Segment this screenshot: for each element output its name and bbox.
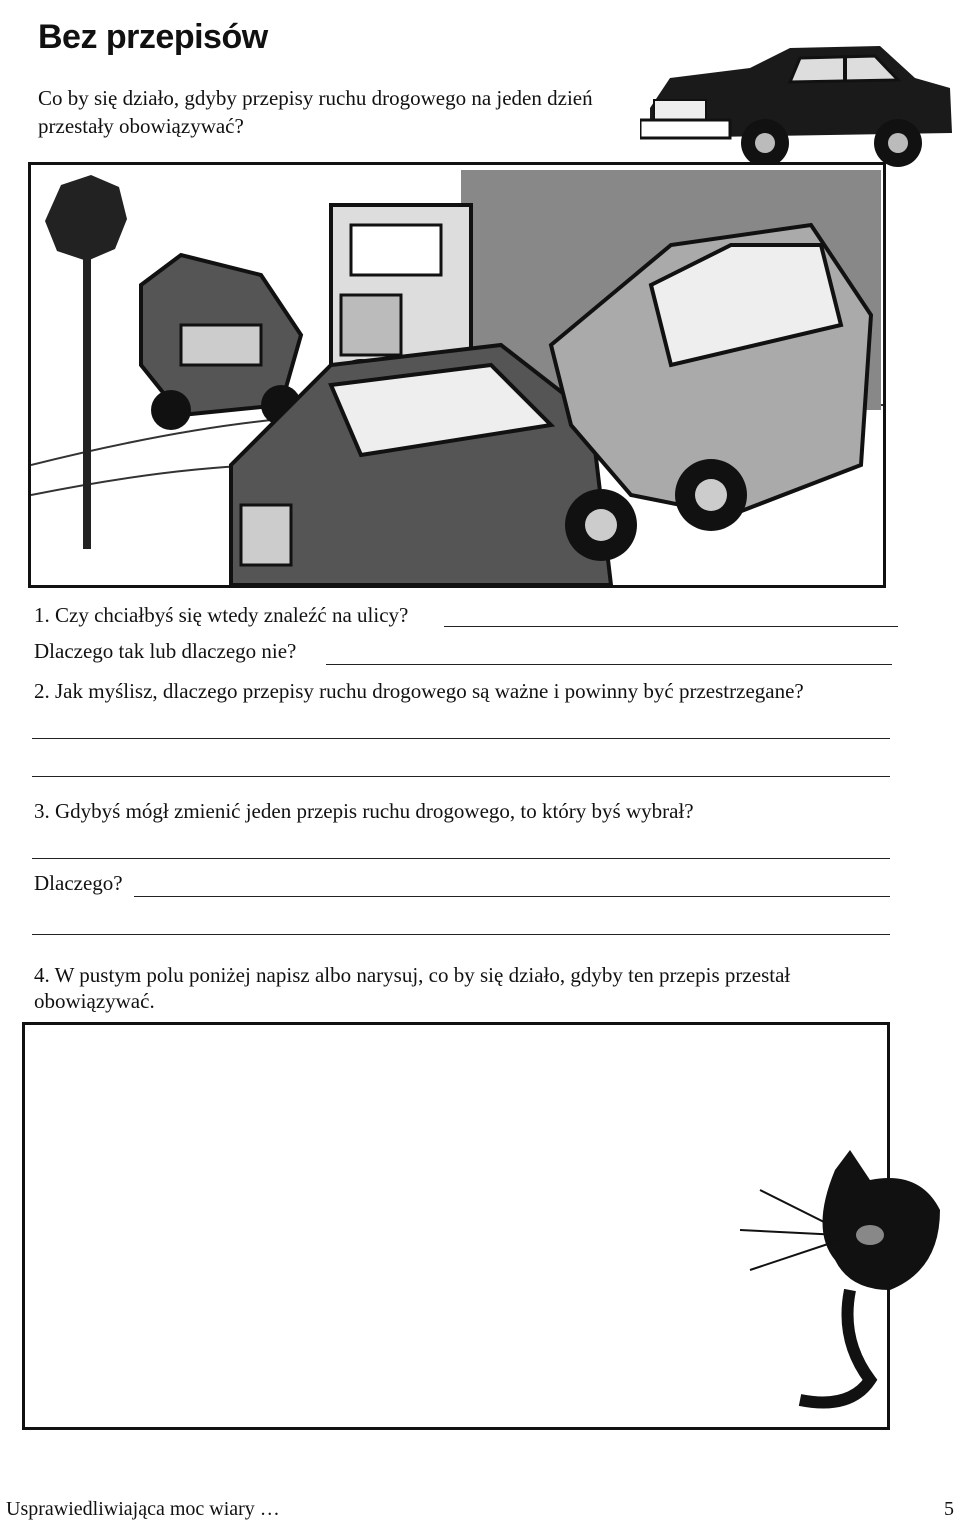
answer-line-3c[interactable]: [32, 934, 890, 935]
question-4: 4. W pustym polu poniżej napisz albo narysuj, co by się działo, gdyby ten przepis przestał obowiązywać.: [34, 963, 791, 1013]
footer-title: Usprawiedliwiająca moc wiary …: [6, 1498, 280, 1520]
traffic-accident-illustration: [28, 162, 886, 588]
answer-line-2a[interactable]: [32, 738, 890, 739]
car-illustration-top: [640, 38, 956, 168]
question-2: 2. Jak myślisz, dlaczego przepisy ruchu drogowego są ważne i powinny być przestrzegane?: [34, 679, 804, 703]
answer-line-2b[interactable]: [32, 776, 890, 777]
page-title: Bez przepisów: [38, 18, 268, 56]
question-3-followup: Dlaczego?: [34, 871, 123, 895]
page-number: 5: [944, 1498, 954, 1520]
cat-illustration: [740, 1140, 950, 1440]
intro-question: Co by się działo, gdyby przepisy ruchu drogowego na jeden dzień przestały obowiązywać?: [38, 86, 593, 138]
question-3: 3. Gdybyś mógł zmienić jeden przepis ruchu drogowego, to który byś wybrał?: [34, 799, 694, 823]
answer-line-1b[interactable]: [326, 664, 892, 665]
question-1-followup: Dlaczego tak lub dlaczego nie?: [34, 639, 297, 663]
answer-line-1[interactable]: [444, 626, 898, 627]
question-1: 1. Czy chciałbyś się wtedy znaleźć na ulicy?: [34, 603, 409, 627]
answer-line-3b[interactable]: [134, 896, 890, 897]
answer-line-3a[interactable]: [32, 858, 890, 859]
stop-sign-icon: [45, 175, 127, 261]
